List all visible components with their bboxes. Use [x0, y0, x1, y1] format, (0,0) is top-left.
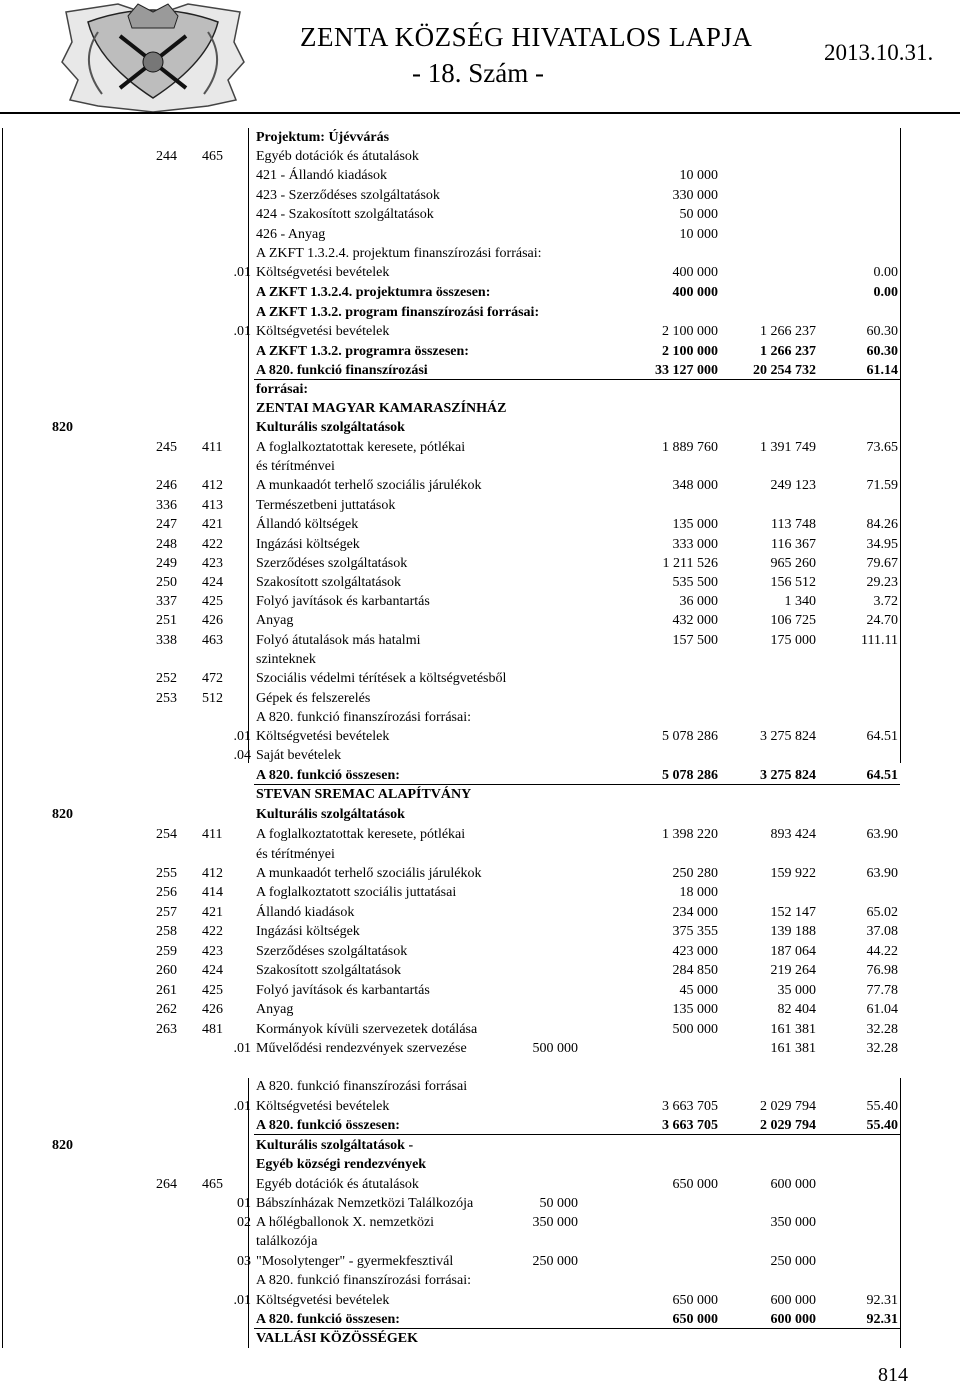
cell-a: 258 — [156, 924, 177, 939]
cell-b: 414 — [202, 885, 223, 900]
cell-v2: 161 381 — [770, 1022, 816, 1037]
cell-v3: 61.14 — [866, 363, 898, 378]
cell-pre: .01 — [233, 324, 251, 339]
cell-v3: 79.67 — [866, 556, 898, 571]
table-row — [0, 903, 960, 922]
cell-v2: 106 725 — [770, 613, 816, 628]
cell-v2: 187 064 — [770, 944, 816, 959]
cell-desc: Szakosított szolgáltatások — [256, 963, 402, 978]
table-row — [0, 981, 960, 1000]
cell-v3: 0.00 — [873, 265, 898, 280]
table-row — [0, 342, 960, 361]
table-row — [0, 669, 960, 688]
cell-a: 251 — [156, 613, 177, 628]
cell-b: 412 — [202, 866, 223, 881]
cell-b: 481 — [202, 1022, 223, 1037]
cell-a: 254 — [156, 827, 177, 842]
table-row — [0, 418, 960, 437]
cell-v1: 250 280 — [672, 866, 718, 881]
cell-v2: 250 000 — [770, 1254, 816, 1269]
cell-b: 423 — [202, 556, 223, 571]
cell-a: 337 — [156, 594, 177, 609]
cell-v1: 45 000 — [679, 983, 718, 998]
cell-b: 512 — [202, 691, 223, 706]
cell-pre: .01 — [233, 265, 251, 280]
cell-v1: 3 663 705 — [662, 1118, 718, 1133]
cell-v3: 63.90 — [866, 866, 898, 881]
cell-desc: Anyag — [256, 613, 294, 628]
cell-a: 259 — [156, 944, 177, 959]
table-row — [0, 1213, 960, 1232]
cell-a: 257 — [156, 905, 177, 920]
cell-v1: 1 398 220 — [662, 827, 718, 842]
cell-v2: 3 275 824 — [760, 768, 816, 783]
cell-b: 411 — [202, 440, 223, 455]
cell-a: 260 — [156, 963, 177, 978]
cell-v3: 76.98 — [866, 963, 898, 978]
cell-desc: A 820. funkció finanszírozási forrásai — [256, 1079, 468, 1094]
cell-v3: 29.23 — [866, 575, 898, 590]
cell-desc: ZENTAI MAGYAR KAMARASZÍNHÁZ — [256, 401, 507, 416]
table-row — [0, 515, 960, 534]
cell-v1: 400 000 — [672, 265, 718, 280]
cell-a: 336 — [156, 498, 177, 513]
cell-desc: szinteknek — [256, 652, 316, 667]
cell-b: 426 — [202, 1002, 223, 1017]
cell-b: 463 — [202, 633, 223, 648]
cell-desc: A foglalkoztatottak keresete, pótlékai — [256, 440, 466, 455]
cell-v3: 0.00 — [873, 285, 898, 300]
cell-v3: 63.90 — [866, 827, 898, 842]
cell-a: 250 — [156, 575, 177, 590]
cell-v3: 77.78 — [866, 983, 898, 998]
cell-v2: 2 029 794 — [760, 1118, 816, 1133]
cell-v1: 157 500 — [672, 633, 718, 648]
table-row — [0, 1310, 960, 1329]
total-underline — [254, 1328, 900, 1329]
table-row — [0, 166, 960, 185]
cell-v2: 156 512 — [770, 575, 816, 590]
cell-b: 426 — [202, 613, 223, 628]
table-row — [0, 727, 960, 746]
coat-of-arms-icon — [58, 2, 248, 114]
cell-desc: Kormányok kívüli szervezetek dotálása — [256, 1022, 478, 1037]
table-row — [0, 825, 960, 844]
cell-desc: Egyéb dotációk és átutalások — [256, 1177, 419, 1192]
cell-v3: 111.11 — [861, 633, 898, 648]
table-row — [0, 205, 960, 224]
cell-v1: 33 127 000 — [655, 363, 718, 378]
cell-v3: 60.30 — [866, 324, 898, 339]
cell-v1: 234 000 — [672, 905, 718, 920]
cell-pre: .01 — [233, 1041, 251, 1056]
cell-v2: 600 000 — [770, 1177, 816, 1192]
cell-v1: 1 889 760 — [662, 440, 718, 455]
cell-desc: Költségvetési bevételek — [256, 324, 390, 339]
cell-v1: 2 100 000 — [662, 324, 718, 339]
cell-a: 263 — [156, 1022, 177, 1037]
table-row — [0, 1136, 960, 1155]
cell-a: 246 — [156, 478, 177, 493]
cell-a: 247 — [156, 517, 177, 532]
newspaper-title: ZENTA KÖZSÉG HIVATALOS LAPJA — [300, 22, 753, 52]
cell-pre: .01 — [233, 729, 251, 744]
cell-a: 248 — [156, 537, 177, 552]
table-row — [0, 922, 960, 941]
table-row — [0, 766, 960, 785]
cell-pre: 01 — [237, 1196, 251, 1211]
page-header — [0, 0, 960, 118]
cell-b: 472 — [202, 671, 223, 686]
cell-desc: Természetbeni juttatások — [256, 498, 396, 513]
cell-v3: 32.28 — [866, 1022, 898, 1037]
table-row — [0, 535, 960, 554]
cell-extra: 50 000 — [539, 1196, 578, 1211]
cell-v3: 84.26 — [866, 517, 898, 532]
cell-v1: 50 000 — [679, 207, 718, 222]
cell-desc: Ingázási költségek — [256, 537, 360, 552]
table-row — [0, 322, 960, 341]
table-row — [0, 438, 960, 457]
total-underline — [254, 1134, 900, 1135]
table-row — [0, 1155, 960, 1174]
cell-a: 338 — [156, 633, 177, 648]
cell-v3: 92.31 — [866, 1312, 898, 1327]
cell-v3: 55.40 — [866, 1118, 898, 1133]
cell-desc: Folyó javítások és karbantartás — [256, 983, 430, 998]
cell-a: 249 — [156, 556, 177, 571]
cell-v2: 350 000 — [770, 1215, 816, 1230]
cell-desc: Állandó költségek — [256, 517, 359, 532]
cell-b: 413 — [202, 498, 223, 513]
cell-pre: 02 — [237, 1215, 251, 1230]
cell-v1: 333 000 — [672, 537, 718, 552]
cell-desc: Projektum: Újévvárás — [256, 130, 390, 145]
cell-v2: 249 123 — [770, 478, 816, 493]
cell-v1: 10 000 — [679, 168, 718, 183]
table-row — [0, 1097, 960, 1116]
cell-desc: találkozója — [256, 1234, 318, 1249]
cell-desc: Szerződéses szolgáltatások — [256, 556, 408, 571]
table-row — [0, 128, 960, 147]
cell-extra: 350 000 — [532, 1215, 578, 1230]
cell-desc: Folyó javítások és karbantartás — [256, 594, 430, 609]
cell-desc: Anyag — [256, 1002, 294, 1017]
table-row — [0, 399, 960, 418]
cell-v3: 24.70 — [866, 613, 898, 628]
table-row — [0, 1252, 960, 1271]
cell-b: 422 — [202, 924, 223, 939]
table-row — [0, 283, 960, 302]
cell-desc: A 820. funkció összesen: — [256, 768, 400, 783]
table-row — [0, 1116, 960, 1135]
cell-v3: 37.08 — [866, 924, 898, 939]
cell-v2: 1 266 237 — [760, 344, 816, 359]
cell-v1: 18 000 — [679, 885, 718, 900]
table-row — [0, 1291, 960, 1310]
cell-v1: 400 000 — [672, 285, 718, 300]
cell-v3: 34.95 — [866, 537, 898, 552]
table-row — [0, 496, 960, 515]
cell-v2: 2 029 794 — [760, 1099, 816, 1114]
cell-desc: A ZKFT 1.3.2. programra összesen: — [256, 344, 469, 359]
table-row — [0, 746, 960, 765]
cell-v2: 1 391 749 — [760, 440, 816, 455]
table-row — [0, 845, 960, 864]
cell-v2: 1 340 — [784, 594, 816, 609]
cell-v3: 92.31 — [866, 1293, 898, 1308]
cell-v2: 152 147 — [770, 905, 816, 920]
cell-desc: A foglalkoztatott szociális juttatásai — [256, 885, 457, 900]
cell-v2: 600 000 — [770, 1293, 816, 1308]
cell-a: 256 — [156, 885, 177, 900]
cell-v1: 3 663 705 — [662, 1099, 718, 1114]
cell-v3: 64.51 — [866, 729, 898, 744]
cell-a: 245 — [156, 440, 177, 455]
cell-fn: 820 — [52, 807, 73, 822]
table-row — [0, 263, 960, 282]
table-row — [0, 573, 960, 592]
cell-desc: Bábszínházak Nemzetközi Találkozója — [256, 1196, 474, 1211]
cell-desc: Költségvetési bevételek — [256, 729, 390, 744]
cell-pre: 03 — [237, 1254, 251, 1269]
cell-v2: 1 266 237 — [760, 324, 816, 339]
cell-extra: 250 000 — [532, 1254, 578, 1269]
table-row — [0, 689, 960, 708]
cell-desc: A ZKFT 1.3.2.4. projektumra összesen: — [256, 285, 491, 300]
table-row — [0, 225, 960, 244]
cell-v3: 55.40 — [866, 1099, 898, 1114]
cell-v1: 330 000 — [672, 188, 718, 203]
cell-v3: 61.04 — [866, 1002, 898, 1017]
cell-b: 424 — [202, 963, 223, 978]
table-row — [0, 961, 960, 980]
cell-v1: 432 000 — [672, 613, 718, 628]
cell-desc: Egyéb községi rendezvények — [256, 1157, 427, 1172]
table-row — [0, 1000, 960, 1019]
cell-desc: 424 - Szakosított szolgáltatások — [256, 207, 434, 222]
table-row — [0, 554, 960, 573]
cell-desc: és térítménvei — [256, 459, 335, 474]
cell-v1: 375 355 — [672, 924, 718, 939]
cell-v3: 44.22 — [866, 944, 898, 959]
cell-v2: 116 367 — [771, 537, 816, 552]
cell-v1: 5 078 286 — [662, 768, 718, 783]
cell-desc: A ZKFT 1.3.2.4. projektum finanszírozási forrásai: — [256, 246, 542, 261]
cell-v1: 135 000 — [672, 517, 718, 532]
cell-a: 253 — [156, 691, 177, 706]
cell-desc: 421 - Állandó kiadások — [256, 168, 388, 183]
cell-desc: forrásai: — [256, 382, 309, 397]
cell-desc: A hőlégballonok X. nemzetközi — [256, 1215, 435, 1230]
cell-v2: 35 000 — [777, 983, 816, 998]
table-row — [0, 303, 960, 322]
table-row — [0, 244, 960, 263]
page-number: 814 — [878, 1364, 908, 1386]
cell-v2: 219 264 — [770, 963, 816, 978]
total-underline — [254, 379, 900, 380]
cell-a: 262 — [156, 1002, 177, 1017]
cell-desc: A ZKFT 1.3.2. program finanszírozási forrásai: — [256, 305, 540, 320]
cell-v2: 82 404 — [777, 1002, 816, 1017]
table-row — [0, 457, 960, 476]
cell-b: 422 — [202, 537, 223, 552]
cell-v1: 1 211 526 — [662, 556, 718, 571]
cell-extra: 500 000 — [532, 1041, 578, 1056]
cell-v1: 650 000 — [672, 1177, 718, 1192]
cell-desc: A 820. funkció összesen: — [256, 1118, 400, 1133]
table-row — [0, 361, 960, 380]
cell-b: 424 — [202, 575, 223, 590]
cell-v2: 3 275 824 — [760, 729, 816, 744]
cell-v2: 139 188 — [770, 924, 816, 939]
cell-v2: 965 260 — [770, 556, 816, 571]
cell-v3: 71.59 — [866, 478, 898, 493]
table-row — [0, 942, 960, 961]
table-row — [0, 785, 960, 804]
cell-desc: Saját bevételek — [256, 748, 342, 763]
cell-desc: 423 - Szerződéses szolgáltatások — [256, 188, 440, 203]
cell-v1: 650 000 — [672, 1293, 718, 1308]
cell-desc: VALLÁSI KÖZÖSSÉGEK — [256, 1331, 418, 1346]
cell-desc: STEVAN SREMAC ALAPÍTVÁNY — [256, 787, 472, 802]
cell-desc: Állandó kiadások — [256, 905, 355, 920]
cell-desc: A munkaadót terhelő szociális járulékok — [256, 866, 482, 881]
cell-v2: 600 000 — [770, 1312, 816, 1327]
cell-desc: Egyéb dotációk és átutalások — [256, 149, 419, 164]
table-row — [0, 1232, 960, 1251]
cell-v1: 535 500 — [672, 575, 718, 590]
table-row — [0, 1194, 960, 1213]
table-row — [0, 1020, 960, 1039]
cell-a: 244 — [156, 149, 177, 164]
cell-v1: 5 078 286 — [662, 729, 718, 744]
cell-v1: 284 850 — [672, 963, 718, 978]
table-row — [0, 864, 960, 883]
table-row — [0, 380, 960, 399]
cell-v3: 3.72 — [873, 594, 898, 609]
cell-desc: Szerződéses szolgáltatások — [256, 944, 408, 959]
cell-desc: Gépek és felszerelés — [256, 691, 371, 706]
cell-desc: és térítményei — [256, 847, 335, 862]
total-underline — [254, 784, 900, 785]
table-row — [0, 1077, 960, 1096]
cell-v2: 175 000 — [770, 633, 816, 648]
cell-desc: Szociális védelmi térítések a költségvetésből — [256, 671, 507, 686]
cell-pre: .01 — [233, 1293, 251, 1308]
issue-date: 2013.10.31. — [824, 40, 934, 65]
cell-desc: Költségvetési bevételek — [256, 1099, 390, 1114]
cell-v3: 64.51 — [866, 768, 898, 783]
cell-a: 255 — [156, 866, 177, 881]
cell-v1: 423 000 — [672, 944, 718, 959]
cell-desc: Folyó átutalások más hatalmi — [256, 633, 421, 648]
cell-v3: 73.65 — [866, 440, 898, 455]
cell-desc: Művelődési rendezvények szervezése — [256, 1041, 467, 1056]
cell-v3: 60.30 — [866, 344, 898, 359]
table-row — [0, 476, 960, 495]
table-row — [0, 611, 960, 630]
cell-desc: Költségvetési bevételek — [256, 1293, 390, 1308]
table-row — [0, 1271, 960, 1290]
cell-v2: 893 424 — [770, 827, 816, 842]
cell-desc: Kulturális szolgáltatások — [256, 807, 405, 822]
cell-b: 465 — [202, 149, 223, 164]
table-row — [0, 883, 960, 902]
cell-b: 421 — [202, 905, 223, 920]
cell-desc: A 820. funkció finanszírozási forrásai: — [256, 710, 471, 725]
cell-desc: A foglalkoztatottak keresete, pótlékai — [256, 827, 466, 842]
issue-number: - 18. Szám - — [412, 58, 544, 88]
cell-desc: Szakosított szolgáltatások — [256, 575, 402, 590]
cell-v1: 36 000 — [679, 594, 718, 609]
cell-pre: .01 — [233, 1099, 251, 1114]
table-row — [0, 147, 960, 166]
cell-pre: .04 — [233, 748, 251, 763]
cell-desc: A 820. funkció finanszírozási — [256, 363, 428, 378]
table-row — [0, 1175, 960, 1194]
cell-fn: 820 — [52, 420, 73, 435]
cell-a: 264 — [156, 1177, 177, 1192]
table-row — [0, 1329, 960, 1348]
table-row — [0, 805, 960, 824]
cell-b: 425 — [202, 594, 223, 609]
table-row — [0, 592, 960, 611]
cell-v3: 32.28 — [866, 1041, 898, 1056]
cell-fn: 820 — [52, 1138, 73, 1153]
cell-desc: Ingázási költségek — [256, 924, 360, 939]
table-row — [0, 1039, 960, 1058]
cell-desc: Kulturális szolgáltatások — [256, 420, 405, 435]
cell-b: 423 — [202, 944, 223, 959]
cell-desc: "Mosolytenger" - gyermekfesztivál — [256, 1254, 454, 1269]
table-row — [0, 708, 960, 727]
cell-b: 411 — [202, 827, 223, 842]
cell-a: 252 — [156, 671, 177, 686]
cell-v1: 348 000 — [672, 478, 718, 493]
cell-b: 412 — [202, 478, 223, 493]
cell-a: 261 — [156, 983, 177, 998]
cell-desc: Kulturális szolgáltatások - — [256, 1138, 414, 1153]
cell-v3: 65.02 — [866, 905, 898, 920]
cell-v1: 135 000 — [672, 1002, 718, 1017]
cell-v1: 10 000 — [679, 227, 718, 242]
table-row — [0, 631, 960, 650]
cell-b: 465 — [202, 1177, 223, 1192]
cell-v1: 500 000 — [672, 1022, 718, 1037]
cell-desc: A 820. funkció összesen: — [256, 1312, 400, 1327]
cell-b: 425 — [202, 983, 223, 998]
cell-desc: 426 - Anyag — [256, 227, 326, 242]
cell-desc: Költségvetési bevételek — [256, 265, 390, 280]
table-row — [0, 650, 960, 669]
cell-v2: 159 922 — [770, 866, 816, 881]
cell-b: 421 — [202, 517, 223, 532]
cell-v1: 650 000 — [672, 1312, 718, 1327]
table-row — [0, 186, 960, 205]
cell-desc: A 820. funkció finanszírozási forrásai: — [256, 1273, 471, 1288]
cell-v2: 113 748 — [771, 517, 816, 532]
cell-v2: 20 254 732 — [753, 363, 816, 378]
cell-v1: 2 100 000 — [662, 344, 718, 359]
cell-desc: A munkaadót terhelő szociális járulékok — [256, 478, 482, 493]
cell-v2: 161 381 — [770, 1041, 816, 1056]
header-divider — [0, 112, 960, 114]
